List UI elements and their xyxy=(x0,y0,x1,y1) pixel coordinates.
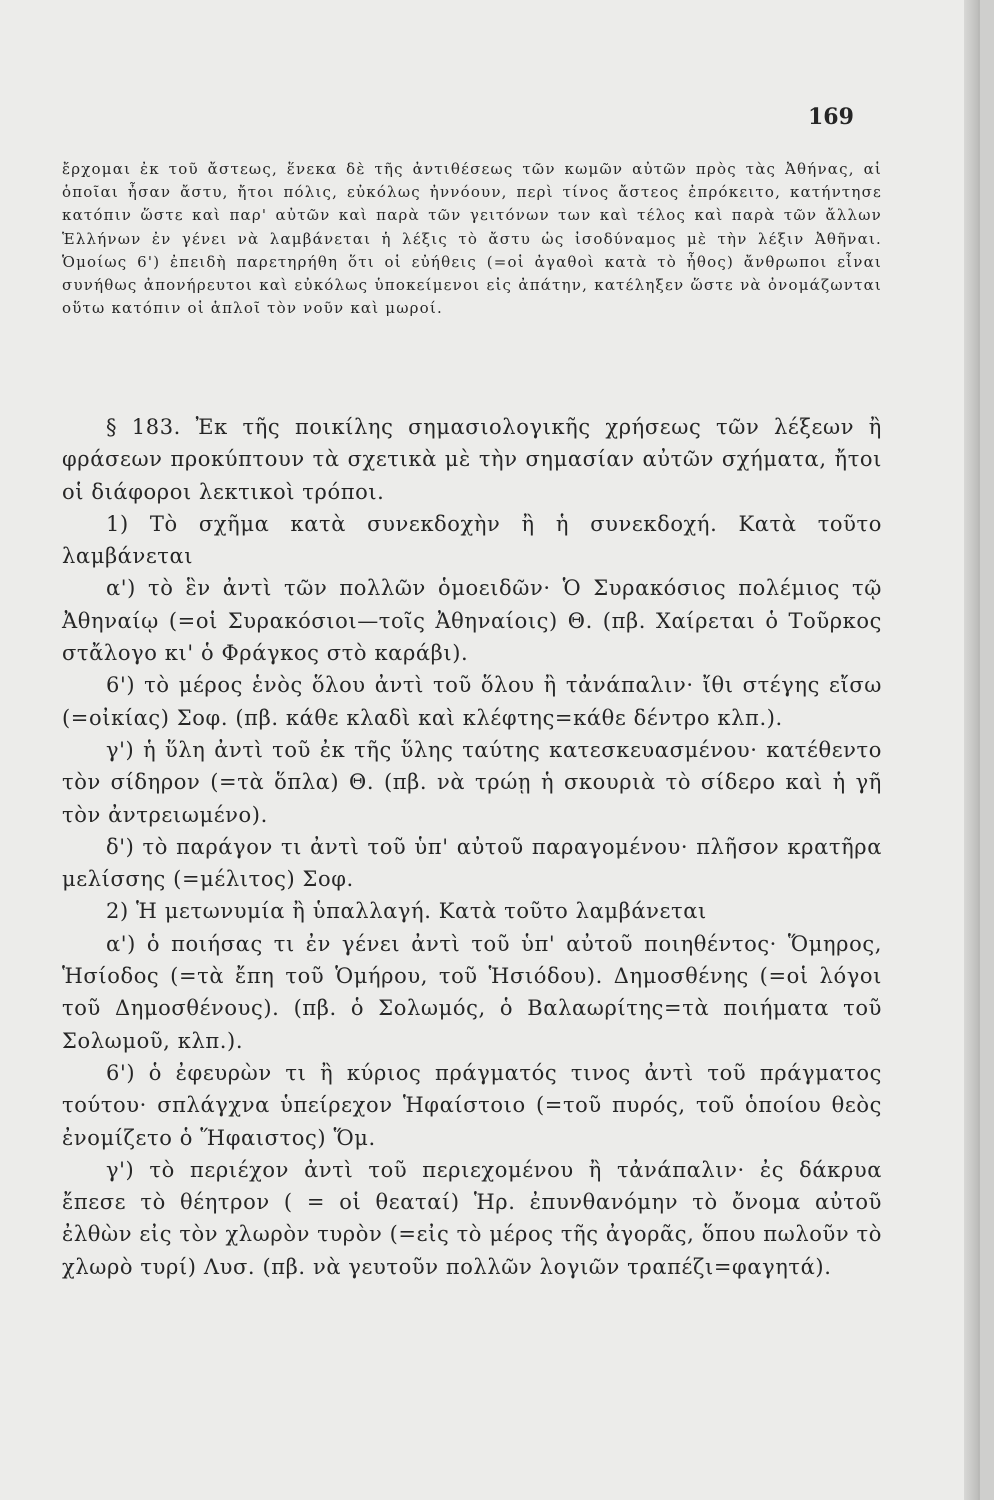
metonymy-heading: 2) Ἡ μετωνυμία ἢ ὑπαλλαγή. Κατὰ τοῦτο λαμβάνεται xyxy=(106,899,707,924)
synecdoche-heading: 1) Τὸ σχῆμα κατὰ συνεκδοχὴν ἢ ἡ συνεκδοχή. Κατὰ τοῦτο λαμβάνεται xyxy=(62,511,882,569)
section-183-intro: § 183. Ἐκ τῆς ποικίλης σημασιολογικῆς χρήσεως τῶν λέξεων ἢ φράσεων προκύπτουν τὰ σχετικὰ μὲ τὴν σημασίαν αὐτῶν σχήματα, ἤτοι οἱ διάφοροι λεκτικοὶ τρόποι. xyxy=(62,415,882,504)
synecdoche-item-a: α') τὸ ἓν ἀντὶ τῶν πολλῶν ὁμοειδῶν· Ὁ Συρακόσιος πολέμιος τῷ Ἀθηναίῳ (=οἱ Συρακόσιοι—τοῖς Ἀθηναίοις) Θ. (πβ. Χαίρεται ὁ Τοῦρκος στἄλογο κι' ὁ Φράγκος στὸ καράβι). xyxy=(62,576,882,666)
metonymy-item-c: γ') τὸ περιέχον ἀντὶ τοῦ περιεχομένου ἢ τἀνάπαλιν· ἐς δάκρυα ἔπεσε τὸ θέητρον ( = οἱ θεαταί) Ἡρ. ἐπυνθανόμην τὸ ὄνομα αὐτοῦ ἐλθὼν εἰς τὸν χλωρὸν τυρὸν (=εἰς τὸ μέρος τῆς ἀγορᾶς, ὅπου πωλοῦν τὸ χλωρὸ τυρί) Λυσ. (πβ. νὰ γευτοῦν πολλῶν λογιῶν τραπέζι=φαγητά). xyxy=(62,1157,882,1279)
metonymy-item-a: α') ὁ ποιήσας τι ἐν γένει ἀντὶ τοῦ ὑπ' αὐτοῦ ποιηθέντος· Ὅμηρος, Ἡσίοδος (=τὰ ἔπη τοῦ Ὁμήρου, τοῦ Ἡσιόδου). Δημοσθένης (=οἱ λόγοι τοῦ Δημοσθένους). (πβ. ὁ Σολωμός, ὁ Βαλαωρίτης=τὰ ποιήματα τοῦ Σολωμοῦ, κλπ.). xyxy=(62,931,882,1053)
synecdoche-item-d: δ') τὸ παράγον τι ἀντὶ τοῦ ὑπ' αὐτοῦ παραγομένου· πλῆσον κρατῆρα μελίσσης (=μέλιτος) Σοφ. xyxy=(62,834,882,892)
page-number: 169 xyxy=(808,104,854,130)
main-text xyxy=(62,411,882,1283)
metonymy-item-b: 6') ὁ ἐφευρὼν τι ἢ κύριος πράγματός τινος ἀντὶ τοῦ πράγματος τούτου· σπλάγχνα ὑπείρεχον Ἡφαίστοιο (=τοῦ πυρός, τοῦ ὁποίου θεὸς ἐνομίζετο ὁ Ἥφαιστος) Ὅμ. xyxy=(62,1060,882,1150)
footnote-paragraph xyxy=(62,158,882,320)
footnote-text: ἔρχομαι ἐκ τοῦ ἄστεως, ἕνεκα δὲ τῆς ἀντιθέσεως τῶν κωμῶν αὐτῶν πρὸς τὰς Ἀθήνας, αἱ ὁποῖαι ἦσαν ἄστυ, ἤτοι πόλις, εὐκόλως ἠννόουν, περὶ τίνος ἄστεος ἐπρόκειτο, κατήντησε κατόπιν ὥστε καὶ παρ' αὐτῶν καὶ παρὰ τῶν γειτόνων των καὶ τέλος καὶ παρὰ τῶν ἄλλων Ἑλλήνων ἐν γένει νὰ λαμβάνεται ἡ λέξις τὸ ἄστυ ὡς ἰσοδύναμος μὲ τὴν λέξιν Ἀθῆναι. Ὁμοίως 6') ἐπειδὴ παρετηρήθη ὅτι οἱ εὐήθεις (=οἱ ἀγαθοὶ κατὰ τὸ ἦθος) ἄνθρωποι εἶναι συνήθως ἀπονήρευτοι καὶ εὐκόλως ὑποκείμενοι εἰς ἀπάτην, κατέληξεν ὥστε νὰ ὀνομάζωνται οὕτω κατόπιν οἱ ἁπλοῖ τὸν νοῦν καὶ μωροί. xyxy=(62,160,882,318)
synecdoche-item-c: γ') ἡ ὕλη ἀντὶ τοῦ ἐκ τῆς ὕλης ταύτης κατεσκευασμένου· κατέθεντο τὸν σίδηρον (=τὰ ὅπλα) Θ. (πβ. νὰ τρώῃ ἡ σκουριὰ τὸ σίδερο καὶ ἡ γῆ τὸν ἀντρειωμένο). xyxy=(62,737,882,827)
synecdoche-item-b: 6') τὸ μέρος ἑνὸς ὅλου ἀντὶ τοῦ ὅλου ἢ τἀνάπαλιν· ἴθι στέγης εἴσω (=οἰκίας) Σοφ. (πβ. κάθε κλαδὶ καὶ κλέφτης=κάθε δέντρο κλπ.). xyxy=(62,673,882,730)
page-edge xyxy=(964,0,978,1500)
